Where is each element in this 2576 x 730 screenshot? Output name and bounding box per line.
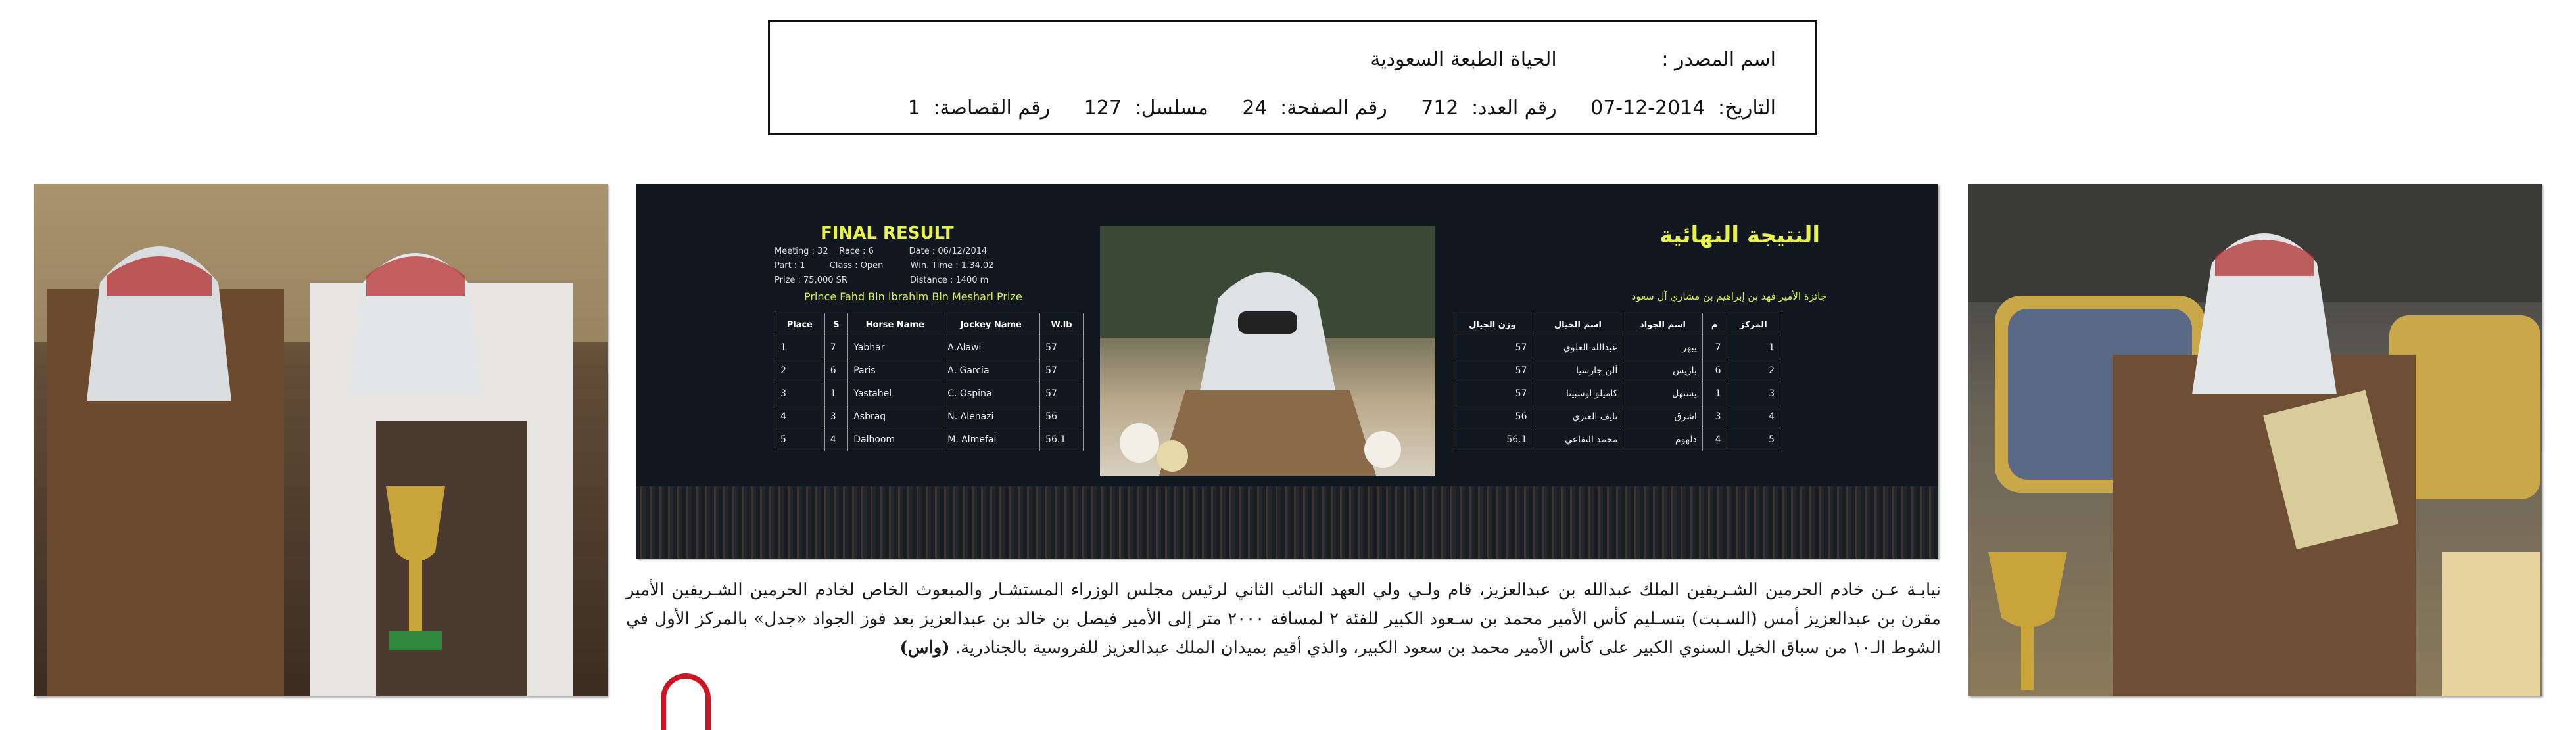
results-ar-header-cell: المركز bbox=[1727, 313, 1780, 336]
results-ar-cell: 7 bbox=[1702, 336, 1727, 359]
results-en-cell: 7 bbox=[824, 336, 847, 359]
results-ar-header-cell: اسم الخيال bbox=[1533, 313, 1623, 336]
results-en-row bbox=[775, 405, 1084, 428]
date-value: 07-12-2014 bbox=[1590, 97, 1705, 120]
results-ar-header-cell: اسم الجواد bbox=[1623, 313, 1703, 336]
caption-agency: (واس) bbox=[899, 638, 950, 658]
results-en-cell: 2 bbox=[775, 359, 825, 382]
results-ar-cell: 57 bbox=[1452, 336, 1533, 359]
results-en-cell: 6 bbox=[824, 359, 847, 382]
results-ar-cell: 6 bbox=[1702, 359, 1727, 382]
board-prize-ar: جائزة الأمير فهد بن إبراهيم بن مشاري آل سعود bbox=[1631, 290, 1826, 302]
crowd-stands bbox=[636, 486, 1938, 559]
results-table-en bbox=[775, 313, 1084, 451]
results-ar-cell: 1 bbox=[1727, 336, 1780, 359]
clip-label: رقم القصاصة: bbox=[933, 97, 1051, 120]
results-en-cell: 3 bbox=[775, 382, 825, 405]
results-en-cell: A. Garcia bbox=[942, 359, 1040, 382]
results-en-row bbox=[775, 382, 1084, 405]
results-en-cell: 5 bbox=[775, 428, 825, 451]
results-ar-cell: يبهر bbox=[1623, 336, 1703, 359]
results-ar-cell: 4 bbox=[1727, 405, 1780, 428]
results-board bbox=[636, 184, 1938, 486]
results-en-cell: 56 bbox=[1040, 405, 1084, 428]
photo-right-illustration bbox=[1968, 184, 2542, 696]
results-ar-row bbox=[1452, 359, 1780, 382]
results-table-ar bbox=[1452, 313, 1780, 451]
clip-value: 1 bbox=[907, 97, 920, 120]
meta-line bbox=[908, 97, 1776, 120]
results-ar-cell: 4 bbox=[1702, 428, 1727, 451]
results-en-row bbox=[775, 428, 1084, 451]
results-en-cell: 57 bbox=[1040, 336, 1084, 359]
photo-center-scoreboard bbox=[636, 184, 1938, 559]
results-ar-cell: 3 bbox=[1727, 382, 1780, 405]
source-line bbox=[1370, 48, 1776, 71]
board-live-photo-illustration bbox=[1100, 226, 1435, 476]
results-ar-cell: 3 bbox=[1702, 405, 1727, 428]
results-en-cell: M. Almefai bbox=[942, 428, 1040, 451]
results-en-row bbox=[775, 359, 1084, 382]
red-marker-arc bbox=[661, 673, 711, 730]
date-label: التاريخ: bbox=[1718, 97, 1776, 120]
photo-left bbox=[34, 184, 608, 696]
results-en-header-cell: S bbox=[824, 313, 847, 336]
photo-caption bbox=[626, 576, 1941, 662]
board-title-en: FINAL RESULT bbox=[821, 223, 954, 243]
results-ar-cell: محمد النفاعي bbox=[1533, 428, 1623, 451]
results-en-cell: N. Alenazi bbox=[942, 405, 1040, 428]
issue-value: 712 bbox=[1421, 97, 1459, 120]
results-ar-cell: 2 bbox=[1727, 359, 1780, 382]
results-en-header-cell: Jockey Name bbox=[942, 313, 1040, 336]
results-ar-row bbox=[1452, 428, 1780, 451]
results-en-cell: 1 bbox=[775, 336, 825, 359]
page-label: رقم الصفحة: bbox=[1280, 97, 1387, 120]
results-en-cell: 57 bbox=[1040, 359, 1084, 382]
serial-label: مسلسل: bbox=[1134, 97, 1208, 120]
results-en-cell: 57 bbox=[1040, 382, 1084, 405]
results-en-row bbox=[775, 336, 1084, 359]
source-value: الحياة الطبعة السعودية bbox=[1370, 48, 1557, 71]
results-ar-cell: 1 bbox=[1702, 382, 1727, 405]
board-title-ar: النتيجة النهائية bbox=[1659, 222, 1820, 248]
results-ar-cell: باريس bbox=[1623, 359, 1703, 382]
results-ar-cell: 5 bbox=[1727, 428, 1780, 451]
results-en-cell: Dalhoom bbox=[848, 428, 942, 451]
results-ar-cell: اشرق bbox=[1623, 405, 1703, 428]
results-en-cell: C. Ospina bbox=[942, 382, 1040, 405]
results-en-cell: 4 bbox=[775, 405, 825, 428]
board-meta-en: Meeting : 32 Race : 6 Date : 06/12/2014 Part : 1 Class : Open Win. Time : 1.34.02 Prize : 75,000 SR Distance : 1400 m bbox=[775, 246, 994, 285]
results-en-cell: 4 bbox=[824, 428, 847, 451]
results-ar-header-cell: م bbox=[1702, 313, 1727, 336]
results-ar-cell: 57 bbox=[1452, 382, 1533, 405]
results-ar-cell: 56.1 bbox=[1452, 428, 1533, 451]
board-live-photo bbox=[1100, 226, 1435, 476]
results-en-cell: Yabhar bbox=[848, 336, 942, 359]
results-ar-row bbox=[1452, 405, 1780, 428]
results-ar-cell: 56 bbox=[1452, 405, 1533, 428]
results-ar-cell: كاميلو اوسبينا bbox=[1533, 382, 1623, 405]
results-ar-cell: دلهوم bbox=[1623, 428, 1703, 451]
photo-right bbox=[1968, 184, 2542, 696]
results-ar-cell: 57 bbox=[1452, 359, 1533, 382]
results-en-cell: Asbraq bbox=[848, 405, 942, 428]
results-ar-header-cell: وزن الخيال bbox=[1452, 313, 1533, 336]
results-ar-cell: آلن جارسيا bbox=[1533, 359, 1623, 382]
serial-value: 127 bbox=[1084, 97, 1122, 120]
source-info-box bbox=[768, 20, 1817, 135]
source-label: اسم المصدر : bbox=[1661, 48, 1776, 71]
results-en-cell: 3 bbox=[824, 405, 847, 428]
issue-label: رقم العدد: bbox=[1471, 97, 1557, 120]
results-en-cell: Paris bbox=[848, 359, 942, 382]
caption-text: نيابـة عـن خادم الحرمين الشـريفين الملك عبدالله بن عبدالعزيز، قام ولـي ولي العهد النائب الثاني لرئيس مجلس الوزراء المستشـار والمبعوث الخاص لخادم الحرمين الشـريفين الأمير مقرن بن عبدالعزيز أمس (السـبت) بتسـليم كأس الأمير محمد بن سـعود الكبير للفئة ٢ لمسافة ٢٠٠٠ متر إلى الأمير فيصل بن خالد بن عبدالعزيز بعد فوز الجواد «جدل» بالمركز الأول في الشوط الـ١٠ من سباق الخيل السنوي الكبير على كأس الأمير محمد بن سعود الكبير، والذي أقيم بميدان الملك عبدالعزيز للفروسية بالجنادرية. bbox=[626, 580, 1941, 658]
results-en-header-cell: Place bbox=[775, 313, 825, 336]
results-en-cell: Yastahel bbox=[848, 382, 942, 405]
results-en-cell: 1 bbox=[824, 382, 847, 405]
page-value: 24 bbox=[1242, 97, 1268, 120]
results-en-cell: 56.1 bbox=[1040, 428, 1084, 451]
photo-left-illustration bbox=[34, 184, 608, 696]
results-ar-cell: نايف العنزي bbox=[1533, 405, 1623, 428]
results-ar-cell: عبدالله العلوي bbox=[1533, 336, 1623, 359]
results-ar-row bbox=[1452, 382, 1780, 405]
results-ar-row bbox=[1452, 336, 1780, 359]
board-prize-en: Prince Fahd Bin Ibrahim Bin Meshari Prize bbox=[804, 290, 1022, 303]
results-ar-cell: يستهل bbox=[1623, 382, 1703, 405]
results-en-header-cell: Horse Name bbox=[848, 313, 942, 336]
results-en-header-cell: W.lb bbox=[1040, 313, 1084, 336]
results-en-cell: A.Alawi bbox=[942, 336, 1040, 359]
